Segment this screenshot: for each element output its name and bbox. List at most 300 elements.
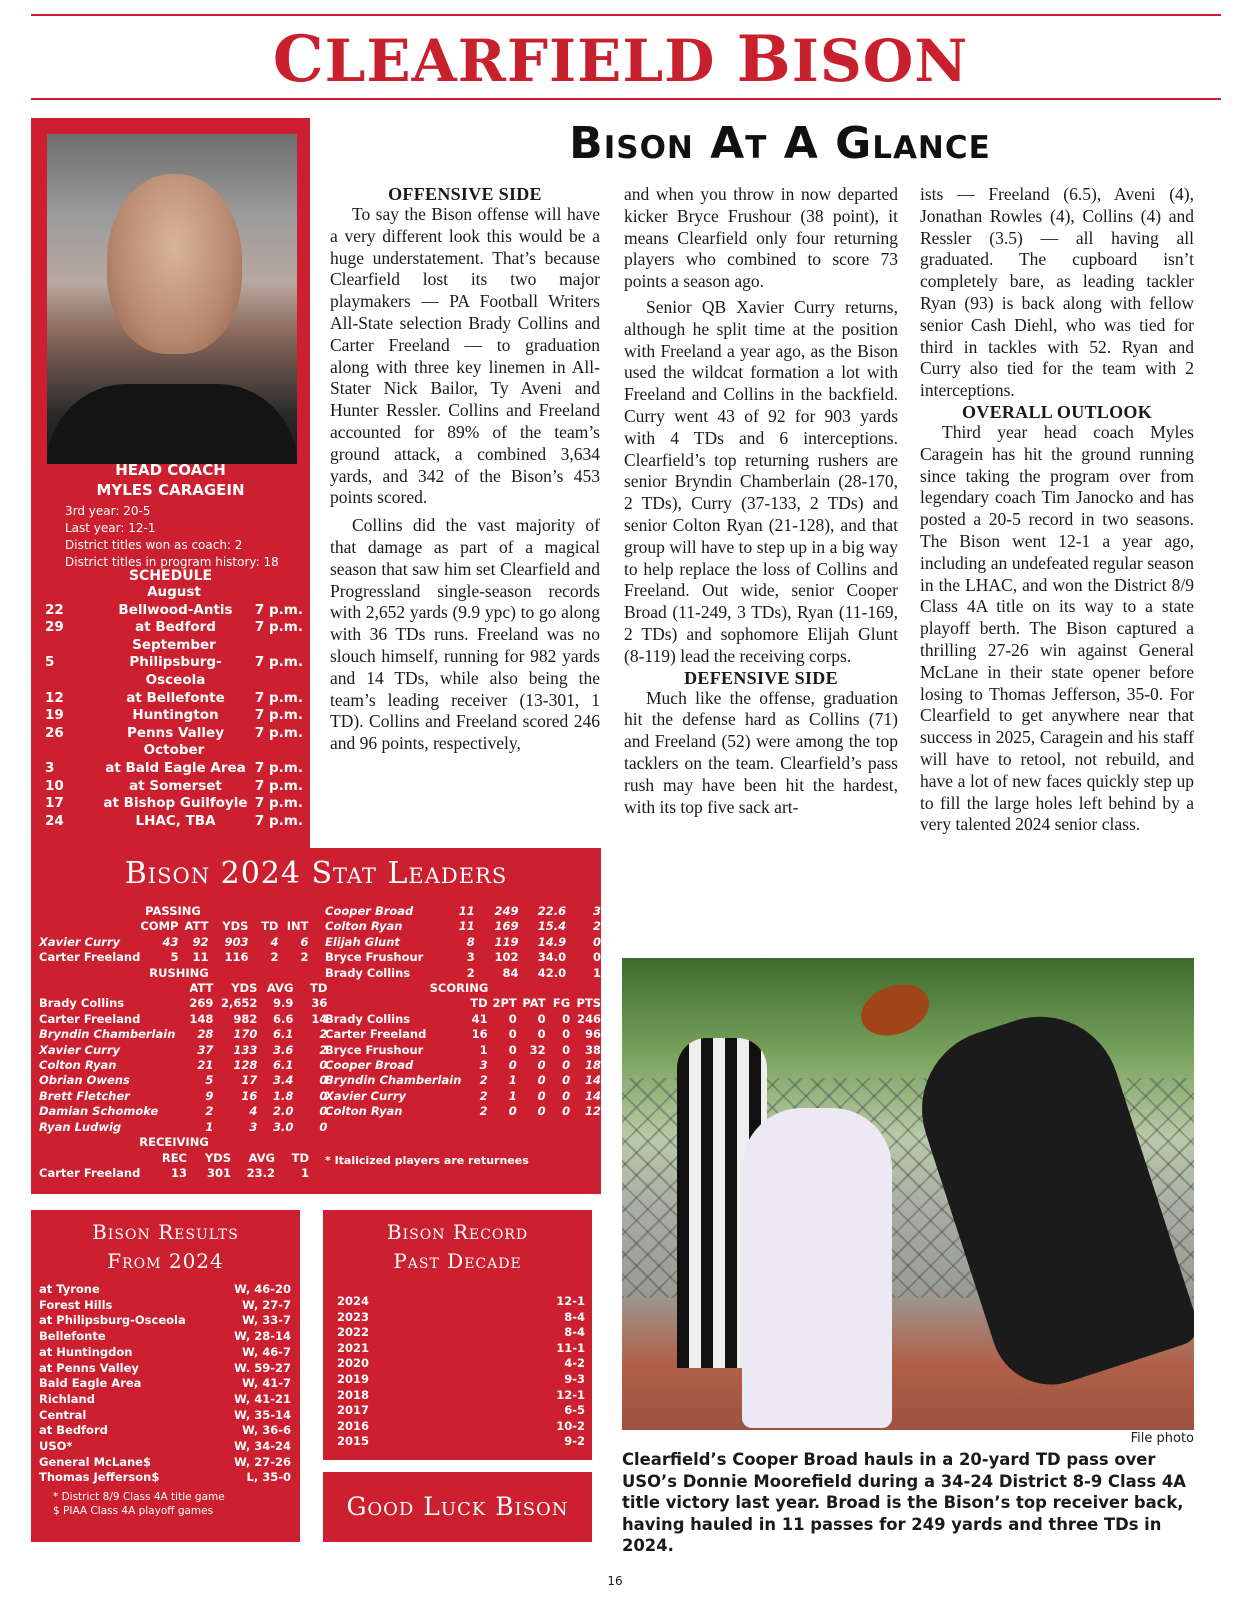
stat-value: 8 <box>466 934 475 949</box>
result-row <box>39 1376 291 1392</box>
result-score: W. 59-27 <box>234 1360 291 1375</box>
player-name: Brady Collins <box>39 996 125 1011</box>
offense-heading: OFFENSIVE SIDE <box>388 184 542 204</box>
player-name: Carter Freeland <box>39 1011 141 1026</box>
stat-value: 0 <box>319 1073 328 1088</box>
stat-header: FG <box>552 996 571 1011</box>
stat-header: REC <box>161 1150 187 1165</box>
result-row <box>39 1470 291 1486</box>
record-year: 2023 <box>337 1309 370 1324</box>
stat-value: 1 <box>592 965 601 980</box>
player-name: Xavier Curry <box>39 1042 121 1057</box>
stat-value: 0 <box>592 934 601 949</box>
stat-header: TD <box>291 1150 309 1165</box>
player-name: Carter Freeland <box>39 1165 141 1180</box>
game-opponent: Penns Valley <box>126 724 225 741</box>
stat-value: 0 <box>562 1027 571 1042</box>
stat-header: AVG <box>266 981 294 996</box>
stat-value: 0 <box>562 1073 571 1088</box>
stat-value: 11 <box>192 950 209 965</box>
record-value: 12-1 <box>556 1387 585 1402</box>
player-name: Bryce Frushour <box>325 950 424 965</box>
record-row <box>337 1325 585 1341</box>
game-date: 17 <box>45 795 64 812</box>
stat-value: 16 <box>471 1027 488 1042</box>
action-photo <box>622 958 1194 1430</box>
record-year: 2024 <box>337 1294 370 1308</box>
player-name: Xavier Curry <box>39 934 121 949</box>
stat-row <box>325 966 601 981</box>
stat-value: 28 <box>197 1027 214 1042</box>
stat-section-label: RECEIVING <box>139 1135 209 1150</box>
schedule <box>45 584 303 830</box>
stat-value: 96 <box>584 1027 601 1042</box>
result-row <box>39 1313 291 1329</box>
record-row <box>337 1294 585 1310</box>
coach-stat-line: District titles won as coach: 2 <box>65 538 243 552</box>
stat-value: 1 <box>508 1073 517 1088</box>
result-score: W, 41-21 <box>234 1391 291 1406</box>
record-row <box>337 1310 585 1326</box>
result-row <box>39 1455 291 1471</box>
result-score: W, 41-7 <box>242 1376 291 1391</box>
stat-row <box>39 1012 327 1027</box>
game-time: 7 p.m. <box>254 759 303 776</box>
result-opponent: Thomas Jefferson$ <box>39 1470 160 1485</box>
result-opponent: General McLane$ <box>39 1454 151 1469</box>
record-value: 9-2 <box>564 1434 585 1449</box>
result-score: W, 36-6 <box>242 1423 291 1438</box>
result-opponent: at Penns Valley <box>39 1360 139 1375</box>
record-year: 2018 <box>337 1387 370 1402</box>
player-name: Cooper Broad <box>325 1058 414 1073</box>
game-date: 5 <box>45 654 55 671</box>
stat-value: 0 <box>562 1058 571 1073</box>
results-list <box>39 1282 291 1486</box>
stat-value: 42.0 <box>537 965 567 980</box>
stat-row <box>325 1043 601 1058</box>
record-row <box>337 1341 585 1357</box>
stat-value: 1.8 <box>273 1088 294 1103</box>
stat-value: 18 <box>584 1058 601 1073</box>
game-date: 19 <box>45 707 64 724</box>
stat-value: 6.1 <box>273 1058 294 1073</box>
schedule-month: September <box>132 636 216 653</box>
record-row <box>337 1356 585 1372</box>
photo-credit: File photo <box>1130 1431 1194 1446</box>
result-score: W, 27-7 <box>242 1297 291 1312</box>
stat-header: TD <box>470 996 488 1011</box>
result-opponent: USO* <box>39 1439 73 1454</box>
stat-row <box>39 1166 309 1181</box>
stat-value: 6 <box>300 934 309 949</box>
stat-value: 38 <box>584 1042 601 1057</box>
result-score: W, 33-7 <box>242 1313 291 1328</box>
stat-row <box>325 904 601 919</box>
stat-value: 5 <box>205 1073 214 1088</box>
game-time: 7 p.m. <box>254 689 303 706</box>
result-row <box>39 1361 291 1377</box>
stat-value: 903 <box>224 934 249 949</box>
stat-value: 9 <box>205 1088 214 1103</box>
game-opponent: at Bishop Guilfoyle <box>103 795 248 812</box>
game-date: 3 <box>45 759 55 776</box>
game-opponent: at Bald Eagle Area <box>105 759 246 776</box>
good-luck-banner: Good Luck Bison <box>323 1472 592 1542</box>
game-opponent: at Somerset <box>129 777 222 794</box>
stat-value: 0 <box>562 1011 571 1026</box>
record-row <box>337 1388 585 1404</box>
stat-value: 34.0 <box>537 950 567 965</box>
coach-stat-line: District titles in program history: 18 <box>65 555 279 569</box>
player-name: Bryndin Chamberlain <box>39 1027 176 1042</box>
stat-value: 0 <box>537 1058 546 1073</box>
record-row <box>337 1434 585 1450</box>
game-opponent: at Bellefonte <box>126 689 225 706</box>
stat-header: PAT <box>522 996 546 1011</box>
stat-section-label: PASSING <box>145 904 201 918</box>
coach-name: MYLES CARAGEIN <box>96 481 245 499</box>
stat-row <box>325 935 601 950</box>
stat-value: 37 <box>197 1042 214 1057</box>
result-row <box>39 1298 291 1314</box>
stat-value: 2 <box>479 1104 488 1119</box>
schedule-row <box>45 795 303 813</box>
player-name: Bryce Frushour <box>325 1042 424 1057</box>
coach-stat-line: 3rd year: 20-5 <box>65 504 151 518</box>
coach-title: HEAD COACH MYLES CARAGEIN <box>31 460 310 500</box>
stat-value: 246 <box>576 1011 601 1026</box>
result-row <box>39 1345 291 1361</box>
player-name: Cooper Broad <box>325 904 414 918</box>
stat-value: 11 <box>458 919 475 934</box>
stat-header: YDS <box>222 919 249 934</box>
stat-value: 0 <box>562 1104 571 1119</box>
article-col-3: ists — Freeland (6.5), Aveni (4), Jonathan Rowles (4), Collins (4) and Ressler (3.5) — all having all graduated. The cupboard isn’t completely bare, as leading tackler Ryan (93) is back along with fellow senior Cash Diehl, who was tied for third in tackles with 52. Ryan and Curry also tied for the team with 2 interceptions. OVERALL OUTLOOK Third year head coach Myles Caragein has hit the ground running since taking the program over from legendary coach Tim Janocko and has posted a 20-5 record in two seasons. The Bison went 12-1 a year ago, including an undefeated regular season in the LHAC, and won the District 8/9 Class 4A title on its way to a state playoff berth. The Bison captured a thrilling 27-26 win against General McLane in their state opener before losing to Thomas Jefferson, 35-0. For Clearfield to get anywhere near that success in 2025, Caragein and his staff will have to retool, not rebuild, and have a lot of new faces quickly step up to fill the large holes left behind by a very talented 2024 senior class. <box>920 184 1194 835</box>
stat-header: TD <box>261 919 279 934</box>
stat-value: 0 <box>319 1119 328 1134</box>
player-name: Elijah Glunt <box>325 934 400 949</box>
stat-value: 14 <box>311 1011 328 1026</box>
result-opponent: Bald Eagle Area <box>39 1376 142 1391</box>
stat-header: ATT <box>189 981 214 996</box>
game-date: 24 <box>45 812 64 829</box>
stat-value: 133 <box>233 1042 258 1057</box>
player-name: Brady Collins <box>325 1011 411 1026</box>
game-time: 7 p.m. <box>254 654 303 671</box>
record-year: 2019 <box>337 1371 370 1386</box>
stat-value: 1 <box>479 1042 488 1057</box>
schedule-row <box>45 778 303 796</box>
result-row <box>39 1408 291 1424</box>
stat-row <box>39 950 308 965</box>
game-opponent: Philipsburg-Osceola <box>129 654 222 688</box>
record-row <box>337 1372 585 1388</box>
stat-value: 36 <box>311 996 328 1011</box>
article-col-1: OFFENSIVE SIDE To say the Bison offense will have a very different look this would be a huge understatement. That’s because Clearfield lost its two major playmakers — PA Football Writers All-State selection Brady Collins and Carter Freeland — to graduation along with three key linemen in All-Stater Nick Bailor, Ty Aveni and Hunter Ressler. Collins and Freeland accounted for 89% of the team’s ground attack, a combined 3,634 yards, and 342 of the Bison’s 453 points scored. Collins did the vast majority of that damage as part of a magical season that saw him set Clearfield and Progressland single-season records with 2,652 yards (9.9 ypc) to go along with 36 TDs runs. Freeland was no slouch himself, running for 982 yards and 14 TDs, while also being the team’s leading receiver (13-301, 1 TD). Collins and Freeland scored 246 and 96 points, respectively, <box>330 184 600 754</box>
record-value: 9-3 <box>564 1371 585 1386</box>
stat-value: 5 <box>170 950 179 965</box>
stat-value: 23.2 <box>246 1165 275 1180</box>
record-value: 11-1 <box>556 1340 585 1355</box>
stat-value: 2 <box>319 1027 328 1042</box>
stat-value: 982 <box>233 1011 258 1026</box>
stat-value: 6.6 <box>273 1011 294 1026</box>
stat-value: 0 <box>537 1027 546 1042</box>
stat-value: 3 <box>249 1119 258 1134</box>
player-name: Colton Ryan <box>325 919 403 934</box>
stat-value: 0 <box>592 950 601 965</box>
game-opponent: LHAC, TBA <box>135 812 216 829</box>
stat-value: 92 <box>192 934 209 949</box>
record-year: 2021 <box>337 1340 370 1355</box>
stat-value: 21 <box>197 1058 214 1073</box>
record-year: 2017 <box>337 1403 370 1418</box>
stat-row <box>325 1089 601 1104</box>
stat-value: 0 <box>562 1088 571 1103</box>
stat-value: 14.9 <box>537 934 567 949</box>
stat-value: 0 <box>537 1088 546 1103</box>
stat-value: 2 <box>270 950 279 965</box>
stat-row <box>325 1104 601 1119</box>
stat-value: 43 <box>162 934 179 949</box>
schedule-row <box>45 619 303 637</box>
outlook-heading: OVERALL OUTLOOK <box>961 401 1153 422</box>
game-time: 7 p.m. <box>254 812 303 829</box>
player-name: Carter Freeland <box>325 1027 427 1042</box>
stat-value: 102 <box>494 950 519 965</box>
schedule-row <box>45 813 303 831</box>
game-time: 7 p.m. <box>254 619 303 636</box>
stat-row <box>325 1027 601 1042</box>
schedule-row <box>45 725 303 743</box>
stat-value: 2 <box>466 965 475 980</box>
stat-value: 84 <box>502 965 519 980</box>
stat-row <box>39 935 308 950</box>
stat-value: 3 <box>466 950 475 965</box>
stat-section-label: RUSHING <box>149 965 209 980</box>
stat-value: 269 <box>189 996 214 1011</box>
stat-header: YDS <box>231 981 258 996</box>
stat-value: 16 <box>241 1088 258 1103</box>
game-date: 12 <box>45 689 64 706</box>
stat-value: 3.6 <box>273 1042 294 1057</box>
record-year: 2016 <box>337 1418 370 1433</box>
result-score: W, 46-20 <box>234 1282 291 1296</box>
returnee-note: * Italicized players are returnees <box>325 1154 529 1167</box>
game-time: 7 p.m. <box>254 795 303 812</box>
result-opponent: Forest Hills <box>39 1297 113 1312</box>
stat-value: 119 <box>494 934 519 949</box>
result-score: W, 46-7 <box>242 1344 291 1359</box>
coach-stat-line: Last year: 12-1 <box>65 521 156 535</box>
stat-header: COMP <box>140 919 179 934</box>
stats-right <box>325 904 601 1120</box>
record-list <box>337 1294 585 1450</box>
stat-value: 170 <box>233 1027 258 1042</box>
stat-row <box>325 1012 601 1027</box>
record-value: 8-4 <box>564 1325 585 1340</box>
stat-value: 2,652 <box>221 996 258 1011</box>
record-box: Bison Record Past Decade 2024 12-1 2023 8-4 2022 8-4 2021 11-1 2020 4-2 2019 9-3 2018 12-1 2017 6-5 2016 10-2 2015 9-2 <box>323 1210 592 1460</box>
player-name: Damian Schomoke <box>39 1104 159 1119</box>
result-opponent: at Tyrone <box>39 1282 100 1296</box>
record-value: 6-5 <box>564 1403 585 1418</box>
stat-value: 3 <box>592 904 601 918</box>
stat-row <box>325 1073 601 1088</box>
results-box: Bison Results From 2024 at Tyrone W, 46-20 Forest Hills W, 27-7 at Philipsburg-Osceola W, 33-7 Bellefonte W, 28-14 at Huntingdon W, 46-7 at Penns Valley W. 59-27 Bald Eagle Area W, 41-7 Richland W, 41-21 Central W, 35-14 at Bedford W, 36-6 USO* W, 34-24 General McLane$ W, 27-26 Thomas Jefferson$ L, 35-0 * District 8/9 Class 4A title game $ PIAA Class 4A playoff games <box>31 1210 300 1542</box>
result-score: W, 35-14 <box>234 1407 291 1422</box>
game-date: 29 <box>45 619 64 636</box>
stat-header: YDS <box>204 1150 231 1165</box>
stat-value: 301 <box>206 1165 231 1180</box>
result-row <box>39 1282 291 1298</box>
result-opponent: at Huntingdon <box>39 1344 133 1359</box>
stat-value: 0 <box>508 1104 517 1119</box>
player-name: Colton Ryan <box>325 1104 403 1119</box>
stat-value: 2 <box>319 1042 328 1057</box>
player-name: Brady Collins <box>325 965 411 980</box>
result-opponent: at Bedford <box>39 1423 108 1438</box>
stat-header: AVG <box>248 1150 275 1165</box>
record-year: 2015 <box>337 1434 370 1449</box>
stat-value: 3 <box>479 1058 488 1073</box>
result-opponent: at Philipsburg-Osceola <box>39 1313 186 1328</box>
game-date: 22 <box>45 601 64 618</box>
result-opponent: Richland <box>39 1391 95 1406</box>
stat-value: 1 <box>508 1088 517 1103</box>
result-score: W, 27-26 <box>234 1454 291 1469</box>
player-name: Xavier Curry <box>325 1088 407 1103</box>
record-year: 2022 <box>337 1325 370 1340</box>
masthead-rule <box>31 98 1221 100</box>
stat-value: 32 <box>529 1042 546 1057</box>
stat-value: 2 <box>205 1104 214 1119</box>
stat-header: TD <box>310 981 328 996</box>
player-name: Bryndin Chamberlain <box>325 1073 462 1088</box>
record-value: 8-4 <box>564 1309 585 1324</box>
coach-box <box>31 118 310 850</box>
stat-header: PTS <box>576 996 601 1011</box>
stat-value: 4 <box>249 1104 258 1119</box>
game-opponent: Huntington <box>132 707 219 724</box>
stat-row <box>325 1058 601 1073</box>
game-opponent: Bellwood-Antis <box>118 601 233 618</box>
record-value: 4-2 <box>564 1356 585 1371</box>
schedule-title: SCHEDULE <box>128 568 213 584</box>
stat-value: 14 <box>584 1073 601 1088</box>
game-time: 7 p.m. <box>254 601 303 618</box>
game-time: 7 p.m. <box>254 707 303 724</box>
masthead: CLEARFIELD BISON <box>272 22 969 97</box>
result-score: W, 28-14 <box>234 1329 291 1344</box>
stat-value: 0 <box>508 1027 517 1042</box>
stat-row <box>325 919 601 934</box>
top-rule <box>31 14 1221 16</box>
result-score: W, 34-24 <box>234 1439 291 1454</box>
stat-leaders-box <box>31 848 601 1194</box>
schedule-row <box>45 690 303 708</box>
stat-value: 128 <box>233 1058 258 1073</box>
stat-value: 169 <box>494 919 519 934</box>
result-opponent: Bellefonte <box>39 1329 106 1344</box>
schedule-row <box>45 760 303 778</box>
stat-value: 2 <box>479 1088 488 1103</box>
page-number: 16 <box>607 1574 623 1588</box>
schedule-row <box>45 654 303 689</box>
stat-value: 41 <box>471 1011 488 1026</box>
stat-value: 0 <box>508 1042 517 1057</box>
player-name: Obrian Owens <box>39 1073 130 1088</box>
stat-value: 0 <box>562 1042 571 1057</box>
coach-photo <box>47 134 297 464</box>
stat-value: 2 <box>300 950 309 965</box>
stat-header: ATT <box>184 919 209 934</box>
results-notes: * District 8/9 Class 4A title game $ PIAA Class 4A playoff games <box>53 1491 225 1517</box>
football-icon <box>854 975 936 1044</box>
stat-row <box>39 1073 327 1088</box>
stat-value: 148 <box>189 1011 214 1026</box>
stat-section-label: SCORING <box>429 981 489 996</box>
record-value: 10-2 <box>556 1418 585 1433</box>
stat-value: 9.9 <box>273 996 294 1011</box>
coach-stats <box>65 503 279 571</box>
result-row <box>39 1329 291 1345</box>
stat-row <box>39 1089 327 1104</box>
stat-header: INT <box>286 919 309 934</box>
stat-value: 0 <box>508 1011 517 1026</box>
schedule-row <box>45 707 303 725</box>
game-time: 7 p.m. <box>254 777 303 794</box>
schedule-month: October <box>143 742 205 759</box>
stat-row <box>39 1120 327 1135</box>
result-row <box>39 1423 291 1439</box>
stat-row <box>39 1027 327 1042</box>
player-name: Brett Fletcher <box>39 1088 130 1103</box>
stat-row <box>39 1104 327 1119</box>
stat-value: 2 <box>592 919 601 934</box>
stat-value: 13 <box>170 1165 187 1180</box>
game-date: 26 <box>45 724 64 741</box>
stat-value: 12 <box>584 1104 601 1119</box>
stat-value: 17 <box>241 1073 258 1088</box>
record-value: 12-1 <box>556 1294 585 1308</box>
player-name: Ryan Ludwig <box>39 1119 122 1134</box>
result-score: L, 35-0 <box>246 1470 291 1485</box>
stat-value: 0 <box>537 1011 546 1026</box>
player-name: Colton Ryan <box>39 1058 117 1073</box>
stat-value: 1 <box>300 1165 309 1180</box>
stat-value: 0 <box>537 1073 546 1088</box>
stat-value: 3.4 <box>273 1073 294 1088</box>
schedule-row <box>45 602 303 620</box>
stat-value: 0 <box>319 1088 328 1103</box>
game-time: 7 p.m. <box>254 724 303 741</box>
stat-header: 2PT <box>492 996 517 1011</box>
stat-row <box>325 950 601 965</box>
record-year: 2020 <box>337 1356 370 1371</box>
photo-caption: Clearfield’s Cooper Broad hauls in a 20-yard TD pass over USO’s Donnie Moorefield during a 34-24 District 8-9 Class 4A title victory last year. Broad is the Bison’s top receiver back, having hauled in 11 passes for 249 yards and three TDs in 2024. <box>622 1450 1186 1555</box>
stat-row <box>39 996 327 1011</box>
stat-value: 249 <box>494 904 519 918</box>
game-date: 10 <box>45 777 64 794</box>
article-col-2: and when you throw in now departed kicker Bryce Frushour (38 point), it means Clearfield only four returning players who combined to score 73 points a season ago. Senior QB Xavier Curry returns, although he split time at the position with Freeland a year ago, as the Bison used the wildcat formation a lot with Freeland and Collins in the backfield. Curry went 43 of 92 for 903 yards with 4 TDs and 6 interceptions. Clearfield’s top returning rushers are senior Bryndin Chamberlain (28-170, 2 TDs), Curry (37-133, 2 TDs) and senior Colton Ryan (21-128), and that group will have to step up in a big way to help replace the loss of Collins and Freeland. Out wide, senior Cooper Broad (11-249, 3 TDs), Ryan (11-169, 2 TDs) and sophomore Elijah Glunt (8-119) lead the receiving corps. DEFENSIVE SIDE Much like the offense, graduation hit the defense hard as Collins (71) and Freeland (52) were among the top tacklers on the team. Clearfield’s pass rush may have been hit the hardest, with its top five sack art- <box>624 184 898 817</box>
stat-value: 15.4 <box>537 919 567 934</box>
defense-heading: DEFENSIVE SIDE <box>684 667 838 688</box>
stat-row <box>39 1058 327 1073</box>
stat-value: 0 <box>319 1058 328 1073</box>
stat-value: 2.0 <box>273 1104 294 1119</box>
